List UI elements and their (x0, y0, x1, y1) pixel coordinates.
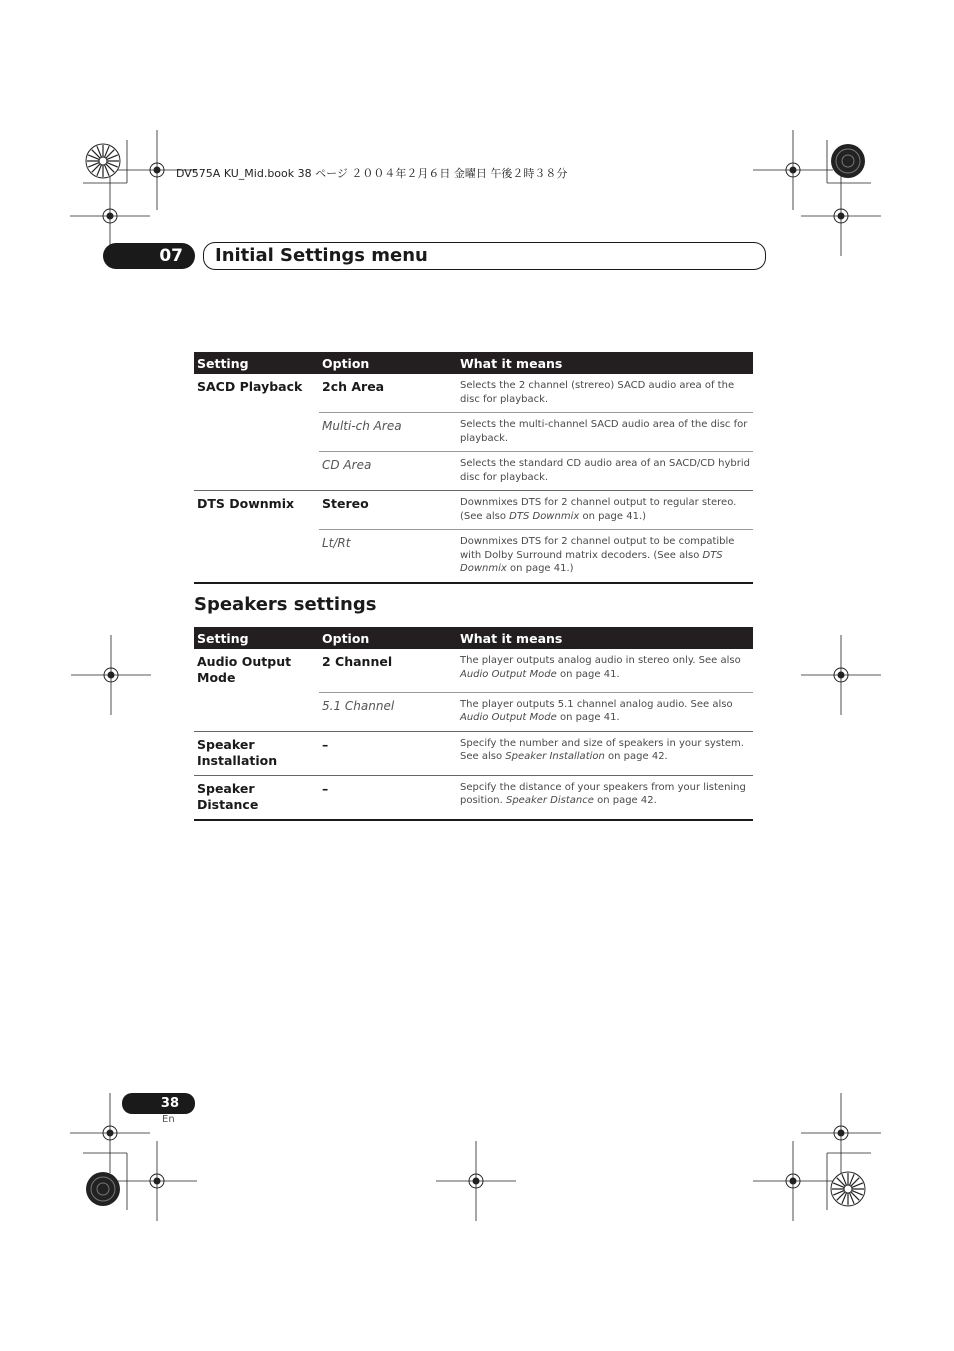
option-description (457, 491, 753, 530)
description-text: on page 41. (556, 712, 620, 723)
description-text: Selects the 2 channel (strereo) SACD audio area of the disc for playback. (460, 380, 735, 405)
option-description (457, 731, 753, 775)
table-header-row (194, 352, 753, 374)
option-value: 2ch Area (319, 374, 457, 413)
setting-name: Speaker Distance (194, 775, 319, 820)
section-heading-speakers: Speakers settings (194, 594, 377, 615)
page-number-badge: 38 (122, 1093, 195, 1114)
description-text: on page 42. (593, 795, 657, 806)
option-value: – (319, 775, 457, 820)
column-header-setting: Setting (194, 352, 319, 374)
book-header: DV575A KU_Mid.book 38 ページ ２００４年２月６日 金曜日 午後２時３８分 (176, 167, 568, 180)
table-row (194, 530, 753, 583)
column-header-option: Option (319, 627, 457, 649)
option-value: 5.1 Channel (319, 692, 457, 731)
description-text: on page 41.) (579, 510, 647, 522)
option-value: CD Area (319, 452, 457, 491)
option-value: 2 Channel (319, 649, 457, 692)
setting-name: Audio Output Mode (197, 654, 292, 685)
table-row (194, 374, 753, 413)
description-text: Sepcify the distance of your speakers from your listening position. (460, 781, 746, 806)
setting-name (194, 530, 319, 583)
description-text: on page 41. (556, 668, 620, 680)
option-description (457, 530, 753, 583)
cross-reference: DTS Downmix (460, 549, 723, 574)
setting-name: DTS Downmix (197, 496, 295, 511)
description-text: The player outputs analog audio in stereo only. See also (460, 655, 741, 666)
option-description (457, 374, 753, 413)
column-header-option: Option (319, 352, 457, 374)
option-value: Stereo (319, 491, 457, 530)
crop-wheel-icon (86, 144, 120, 178)
description-text: Downmixes DTS for 2 channel output to regular stereo. (See also (460, 497, 737, 522)
table-row (194, 775, 753, 820)
description-text: Downmixes DTS for 2 channel output to be compatible with Dolby Surround matrix decoders. (See also (460, 536, 735, 561)
settings-table-speakers (194, 627, 753, 821)
setting-name (194, 692, 319, 731)
option-value: Lt/Rt (319, 530, 457, 583)
language-label: En (162, 1114, 175, 1125)
cross-reference: DTS Downmix (509, 510, 580, 522)
option-description (457, 413, 753, 452)
description-text: on page 42. (604, 751, 668, 762)
option-description (457, 452, 753, 491)
cross-reference: Audio Output Mode (460, 668, 557, 680)
setting-name: SACD Playback (197, 379, 303, 394)
column-header-meaning: What it means (457, 352, 753, 374)
setting-name (194, 413, 319, 452)
table-row (194, 692, 753, 731)
option-description (457, 775, 753, 820)
table-row (194, 452, 753, 491)
setting-name (194, 452, 319, 491)
cross-reference: Speaker Distance (505, 795, 594, 806)
description-text: on page 41.) (506, 563, 574, 574)
column-header-setting: Setting (194, 627, 319, 649)
description-text: Selects the standard CD audio area of an SACD/CD hybrid disc for playback. (460, 458, 751, 483)
description-text: The player outputs 5.1 channel analog audio. See also (460, 698, 733, 710)
table-row (194, 649, 753, 692)
column-header-meaning: What it means (457, 627, 753, 649)
description-text: Specify the number and size of speakers in your system. See also (460, 737, 744, 762)
table-header-row (194, 627, 753, 649)
table-row (194, 731, 753, 775)
table-row (194, 413, 753, 452)
cross-reference: Audio Output Mode (460, 712, 557, 723)
description-text: Selects the multi-channel SACD audio area of the disc for playback. (460, 419, 748, 444)
setting-name: Speaker Installation (194, 731, 319, 775)
chapter-title: Initial Settings menu (215, 245, 428, 266)
option-value: Multi-ch Area (319, 413, 457, 452)
option-description (457, 692, 753, 731)
chapter-number-badge: 07 (103, 243, 195, 269)
option-value: – (319, 731, 457, 775)
table-row (194, 491, 753, 530)
settings-table-playback (194, 352, 753, 584)
cross-reference: Speaker Installation (505, 751, 605, 762)
option-description (457, 649, 753, 692)
